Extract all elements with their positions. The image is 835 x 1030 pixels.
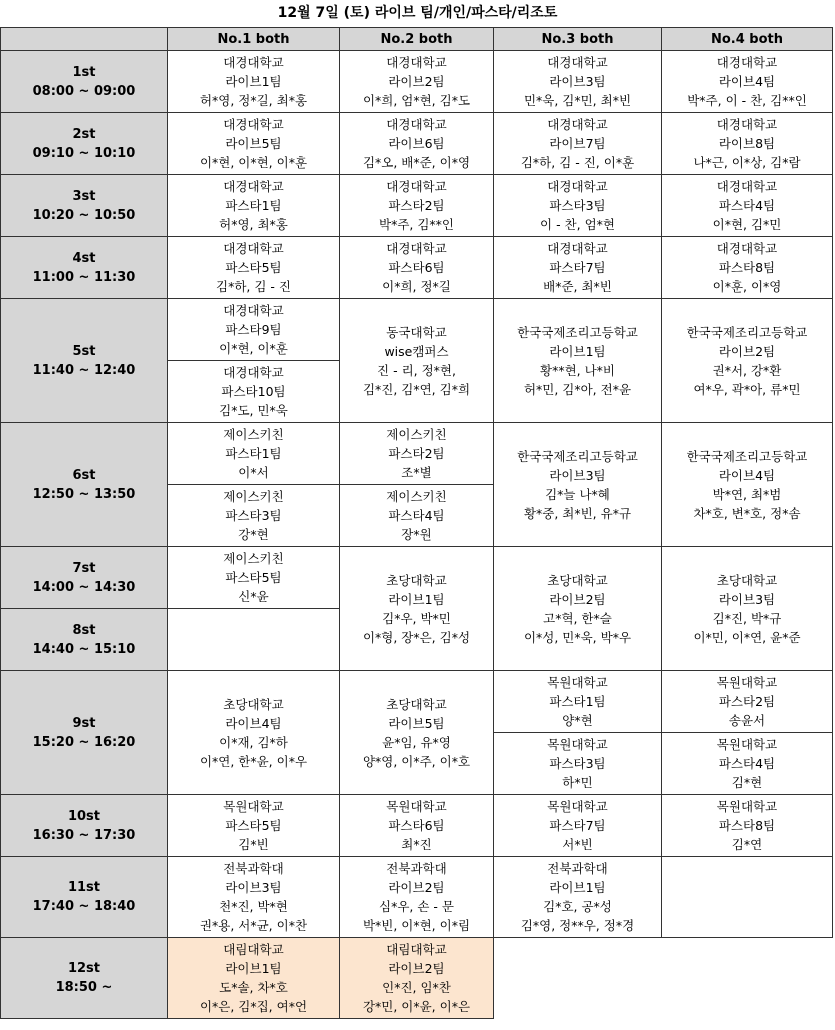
cell-line: 이*현, 이*훈: [219, 341, 288, 356]
cell-line: 초당대학교: [386, 572, 447, 588]
table-row: [1, 237, 833, 299]
cell-line: 라이브2팀: [718, 343, 776, 359]
cell-line: 대경대학교: [386, 241, 447, 256]
team-cell: [340, 795, 494, 857]
header-booth-1: No.1 both: [168, 28, 340, 51]
cell-line: 라이브3팀: [225, 880, 282, 895]
cell-line: 파스타5팀: [225, 570, 282, 585]
team-cell: [662, 795, 833, 857]
cell-line: 이*서: [238, 465, 269, 480]
cell-line: 이*훈, 이*영: [712, 279, 782, 294]
cell-line: 초당대학교: [547, 572, 608, 588]
cell-line: 한국국제조리고등학교: [686, 448, 808, 464]
cell-line: 초당대학교: [223, 696, 284, 712]
cell-line: 라이브4팀: [718, 74, 776, 89]
cell-line: 파스타9팀: [225, 322, 282, 337]
team-cell: [494, 857, 662, 938]
cell-line: 대림대학교: [223, 942, 284, 957]
cell-line: 이*희, 엄*현, 김*도: [362, 93, 471, 108]
cell-line: 파스타6팀: [388, 260, 445, 275]
empty-cell: [168, 609, 340, 671]
cell-line: 김*하, 김 - 진: [216, 279, 291, 294]
table-row: [1, 423, 833, 485]
team-cell: [168, 485, 340, 547]
time-slot: 2st 09:10 ~ 10:10: [1, 113, 168, 175]
cell-line: 파스타7팀: [549, 260, 606, 275]
team-cell: [340, 547, 494, 671]
time-slot: 4st 11:00 ~ 11:30: [1, 237, 168, 299]
cell-line: 한국국제조리고등학교: [517, 448, 638, 464]
cell-line: 이*성, 민*욱, 박*우: [523, 629, 632, 645]
time-slot: 6st 12:50 ~ 13:50: [1, 423, 168, 547]
cell-line: 파스타8팀: [718, 260, 776, 275]
cell-line: 최*진: [401, 837, 432, 852]
cell-line: 파스타10팀: [221, 384, 286, 399]
cell-line: 파스타1팀: [225, 446, 282, 461]
cell-line: 한국국제조리고등학교: [517, 324, 638, 340]
cell-line: 인*진, 임*찬: [382, 980, 451, 995]
cell-line: 서*빈: [562, 837, 593, 852]
team-cell: [494, 795, 662, 857]
empty-cell: [494, 938, 662, 1019]
cell-line: 파스타2팀: [388, 198, 445, 213]
cell-line: 황*중, 최*빈, 유*규: [523, 505, 632, 521]
team-cell: [340, 857, 494, 938]
cell-line: 대경대학교: [386, 179, 447, 194]
cell-line: 송윤서: [728, 713, 766, 728]
team-cell: [662, 547, 833, 671]
team-cell: [662, 237, 833, 299]
team-cell: [494, 237, 662, 299]
cell-line: 김*영, 정**우, 정*경: [520, 918, 635, 933]
cell-line: 권*서, 강*환: [712, 362, 782, 378]
cell-line: 파스타4팀: [718, 756, 776, 771]
cell-line: 라이브8팀: [718, 136, 776, 151]
cell-line: 하*민: [562, 775, 593, 790]
team-cell: [168, 51, 340, 113]
cell-line: 라이브2팀: [388, 74, 445, 89]
cell-line: 파스타3팀: [549, 756, 606, 771]
team-cell: [168, 113, 340, 175]
team-cell: [662, 113, 833, 175]
cell-line: 파스타5팀: [225, 260, 282, 275]
empty-cell: [662, 938, 833, 1019]
team-cell: [662, 175, 833, 237]
cell-line: 라이브2팀: [388, 961, 445, 976]
cell-line: 제이스키친: [223, 427, 284, 442]
cell-line: 파스타2팀: [718, 694, 776, 709]
header-booth-2: No.2 both: [340, 28, 494, 51]
cell-line: 이*형, 장*은, 김*성: [362, 629, 471, 645]
cell-line: 이*희, 정*길: [382, 279, 451, 294]
cell-line: 허*영, 최*홍: [219, 217, 288, 232]
team-cell: [494, 671, 662, 733]
cell-line: 차*호, 변*호, 정*솜: [693, 505, 801, 521]
cell-line: 라이브1팀: [225, 74, 282, 89]
cell-line: 파스타7팀: [549, 818, 606, 833]
cell-line: 대경대학교: [223, 365, 284, 380]
team-cell: [168, 361, 340, 423]
cell-line: 라이브3팀: [718, 591, 776, 607]
time-slot: 7st 14:00 ~ 14:30: [1, 547, 168, 609]
cell-line: 라이브3팀: [549, 467, 606, 483]
cell-line: 파스타8팀: [718, 818, 776, 833]
cell-line: 허*민, 김*아, 전*윤: [523, 381, 632, 397]
cell-line: 파스타4팀: [388, 508, 445, 523]
team-cell: [494, 423, 662, 547]
cell-line: 대경대학교: [716, 55, 778, 70]
table-row: [1, 671, 833, 733]
cell-line: 파스타3팀: [549, 198, 606, 213]
cell-line: 김*진, 박*규: [712, 610, 782, 626]
cell-line: 제이스키친: [223, 551, 284, 566]
time-slot: 8st 14:40 ~ 15:10: [1, 609, 168, 671]
cell-line: 이*연, 한*윤, 이*우: [199, 753, 308, 769]
cell-line: 김*하, 김 - 진, 이*훈: [520, 155, 635, 170]
cell-line: 제이스키친: [386, 427, 447, 442]
cell-line: 제이스키친: [386, 489, 447, 504]
cell-line: 김*빈: [238, 837, 269, 852]
cell-line: 김*진, 김*연, 김*희: [362, 381, 471, 397]
cell-line: 강*현: [238, 527, 269, 542]
cell-line: 진 - 리, 정*현,: [377, 362, 456, 378]
time-slot: 5st 11:40 ~ 12:40: [1, 299, 168, 423]
cell-line: 박*빈, 이*현, 이*림: [362, 918, 471, 933]
team-cell: [662, 423, 833, 547]
time-slot: 12st 18:50 ~: [1, 938, 168, 1019]
cell-line: 대경대학교: [716, 117, 778, 132]
cell-line: 대경대학교: [716, 241, 778, 256]
team-cell: [168, 175, 340, 237]
team-cell: [168, 423, 340, 485]
cell-line: 대경대학교: [547, 55, 608, 70]
cell-line: 대경대학교: [386, 55, 447, 70]
cell-line: 황**현, 나*비: [540, 362, 615, 378]
team-cell: [340, 51, 494, 113]
cell-line: 민*욱, 김*민, 최*빈: [523, 93, 632, 108]
cell-line: 이*현, 김*민: [712, 217, 782, 232]
team-cell: [168, 299, 340, 361]
cell-line: 대경대학교: [223, 303, 284, 318]
cell-line: 라이브2팀: [549, 591, 606, 607]
team-cell: [662, 51, 833, 113]
team-cell: [340, 299, 494, 423]
cell-line: 제이스키친: [223, 489, 284, 504]
team-cell: [494, 547, 662, 671]
cell-line: 박*주, 이 - 찬, 김**인: [687, 93, 807, 108]
cell-line: 전북과학대: [223, 861, 284, 876]
cell-line: 대경대학교: [716, 179, 778, 194]
cell-line: 권*용, 서*균, 이*찬: [199, 918, 308, 933]
cell-line: 목원대학교: [547, 799, 608, 814]
cell-line: 라이브4팀: [225, 715, 282, 731]
team-cell: [168, 938, 340, 1019]
cell-line: 김*늘 나*혜: [545, 486, 610, 502]
page-title: 12월 7일 (토) 라이브 팀/개인/파스타/리조토: [277, 5, 558, 21]
cell-line: 신*윤: [238, 589, 269, 604]
team-cell: [494, 733, 662, 795]
team-cell: [340, 938, 494, 1019]
cell-line: 라이브7팀: [549, 136, 606, 151]
header-booth-4: No.4 both: [662, 28, 833, 51]
cell-line: 전북과학대: [547, 861, 608, 876]
cell-line: 나*근, 이*상, 김*람: [693, 155, 801, 170]
cell-line: 김*현: [731, 775, 763, 790]
cell-line: 이*은, 김*집, 여*언: [199, 999, 308, 1014]
cell-line: 조*별: [401, 465, 432, 480]
cell-line: 이 - 찬, 엄*현: [540, 217, 615, 232]
cell-line: 목원대학교: [716, 737, 778, 752]
cell-line: 목원대학교: [547, 675, 608, 690]
team-cell: [494, 299, 662, 423]
cell-line: 대경대학교: [547, 179, 608, 194]
team-cell: [168, 795, 340, 857]
time-slot: 1st 08:00 ~ 09:00: [1, 51, 168, 113]
cell-line: 김*우, 박*민: [382, 610, 451, 626]
cell-line: 파스타6팀: [388, 818, 445, 833]
cell-line: 라이브3팀: [549, 74, 606, 89]
cell-line: 이*재, 김*하: [219, 734, 288, 750]
team-cell: [340, 423, 494, 485]
cell-line: 도*솔, 차*호: [219, 980, 288, 995]
cell-line: 허*영, 정*길, 최*홍: [199, 93, 308, 108]
team-cell: [340, 485, 494, 547]
table-row: [1, 547, 833, 609]
cell-line: 파스타3팀: [225, 508, 282, 523]
cell-line: 대경대학교: [547, 241, 608, 256]
team-cell: [168, 671, 340, 795]
cell-line: 이*현, 이*현, 이*훈: [199, 155, 308, 170]
cell-line: 파스타1팀: [549, 694, 606, 709]
table-row: [1, 795, 833, 857]
cell-line: 여*우, 곽*아, 류*민: [693, 381, 801, 397]
cell-line: 라이브4팀: [718, 467, 776, 483]
cell-line: 초당대학교: [716, 572, 778, 588]
team-cell: [494, 113, 662, 175]
cell-line: 윤*임, 유*영: [382, 734, 451, 750]
team-cell: [494, 51, 662, 113]
table-row: [1, 857, 833, 938]
cell-line: 라이브5팀: [388, 715, 445, 731]
team-cell: [494, 175, 662, 237]
cell-line: 라이브1팀: [388, 591, 445, 607]
header-row: [1, 28, 833, 51]
cell-line: 목원대학교: [386, 799, 447, 814]
cell-line: 대경대학교: [223, 241, 284, 256]
cell-line: 한국국제조리고등학교: [686, 324, 808, 340]
cell-line: wise캠퍼스: [384, 343, 449, 359]
cell-line: 김*호, 공*성: [543, 899, 612, 914]
cell-line: 라이브1팀: [225, 961, 282, 976]
header-blank: [1, 28, 168, 51]
cell-line: 전북과학대: [386, 861, 447, 876]
cell-line: 목원대학교: [547, 737, 608, 752]
time-slot: 9st 15:20 ~ 16:20: [1, 671, 168, 795]
table-row: [1, 938, 833, 1019]
cell-line: 양*영, 이*주, 이*호: [362, 753, 471, 769]
cell-line: 라이브2팀: [388, 880, 445, 895]
cell-line: 라이브1팀: [549, 880, 606, 895]
cell-line: 대경대학교: [547, 117, 608, 132]
table-row: [1, 175, 833, 237]
cell-line: 초당대학교: [386, 696, 447, 712]
cell-line: 대경대학교: [223, 55, 284, 70]
team-cell: [340, 237, 494, 299]
time-slot: 10st 16:30 ~ 17:30: [1, 795, 168, 857]
cell-line: 이*민, 이*연, 윤*준: [693, 629, 801, 645]
cell-line: 대경대학교: [223, 117, 284, 132]
schedule-table: [0, 27, 833, 1019]
cell-line: 파스타1팀: [225, 198, 282, 213]
table-row: [1, 299, 833, 361]
table-row: [1, 51, 833, 113]
team-cell: [168, 547, 340, 609]
cell-line: 대경대학교: [386, 117, 447, 132]
cell-line: 대림대학교: [386, 942, 447, 957]
cell-line: 동국대학교: [386, 324, 447, 340]
cell-line: 강*민, 이*윤, 이*은: [362, 999, 471, 1014]
time-slot: 11st 17:40 ~ 18:40: [1, 857, 168, 938]
cell-line: 천*진, 박*현: [219, 899, 288, 914]
cell-line: 목원대학교: [716, 675, 778, 690]
cell-line: 대경대학교: [223, 179, 284, 194]
table-row: [1, 113, 833, 175]
cell-line: 목원대학교: [716, 799, 778, 814]
header-booth-3: No.3 both: [494, 28, 662, 51]
team-cell: [662, 733, 833, 795]
cell-line: 김*연: [731, 837, 763, 852]
cell-line: 박*주, 김**인: [379, 217, 454, 232]
cell-line: 양*현: [562, 713, 593, 728]
cell-line: 심*우, 손 - 문: [379, 899, 454, 914]
cell-line: 김*도, 민*욱: [219, 403, 288, 418]
cell-line: 배*준, 최*빈: [543, 279, 612, 294]
team-cell: [662, 299, 833, 423]
team-cell: [340, 175, 494, 237]
cell-line: 장*원: [401, 527, 432, 542]
team-cell: [168, 857, 340, 938]
cell-line: 고*혁, 한*슬: [543, 610, 612, 626]
cell-line: 박*연, 최*범: [712, 486, 782, 502]
cell-line: 라이브5팀: [225, 136, 282, 151]
cell-line: 김*오, 배*준, 이*영: [362, 155, 471, 170]
cell-line: 라이브6팀: [388, 136, 445, 151]
cell-line: 라이브1팀: [549, 343, 606, 359]
cell-line: 파스타2팀: [388, 446, 445, 461]
empty-cell: [662, 857, 833, 938]
team-cell: [662, 671, 833, 733]
team-cell: [340, 113, 494, 175]
cell-line: 목원대학교: [223, 799, 284, 814]
cell-line: 파스타5팀: [225, 818, 282, 833]
team-cell: [168, 237, 340, 299]
team-cell: [340, 671, 494, 795]
cell-line: 파스타4팀: [718, 198, 776, 213]
time-slot: 3st 10:20 ~ 10:50: [1, 175, 168, 237]
